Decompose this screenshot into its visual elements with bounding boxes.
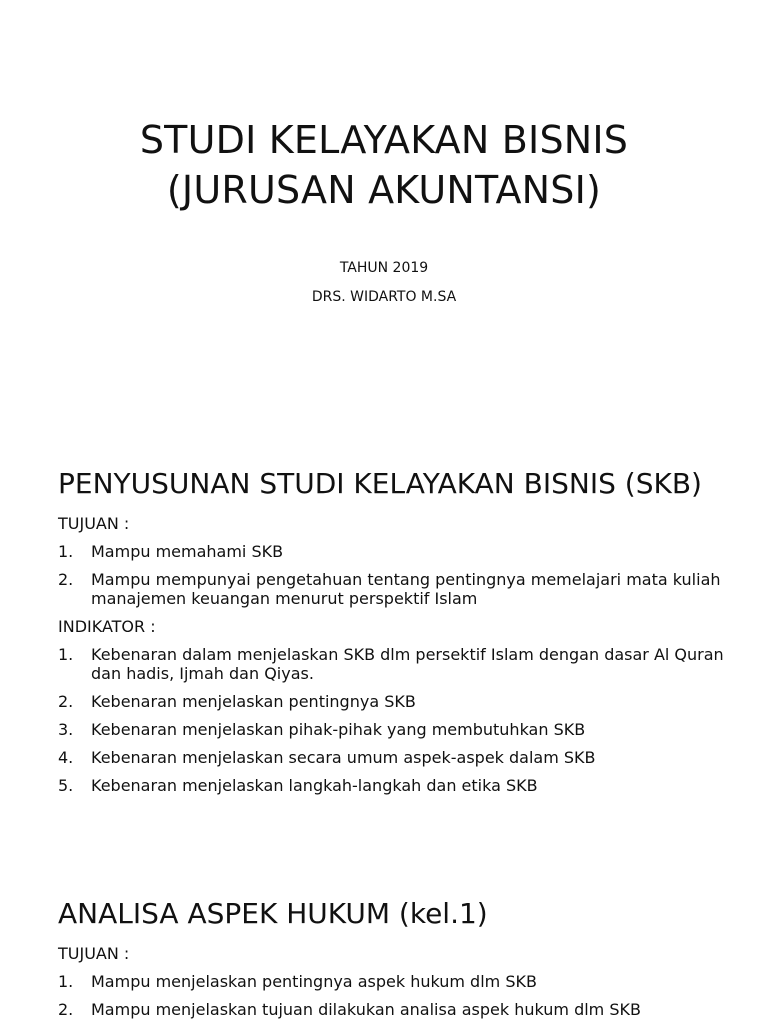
list-item: [58, 542, 748, 561]
tujuan-list: [58, 542, 748, 608]
list-item-text: Kebenaran menjelaskan pentingnya SKB: [91, 692, 416, 711]
list-item: [58, 776, 748, 795]
list-item: [58, 692, 748, 711]
slide-title-line-1: STUDI KELAYAKAN BISNIS: [139, 118, 629, 162]
list-item: [58, 748, 748, 767]
list-item: [58, 570, 748, 608]
slide-subtitle-year: TAHUN 2019: [339, 260, 429, 276]
list-item-text: Mampu menjelaskan pentingnya aspek hukum dlm SKB: [91, 972, 537, 991]
list-item-number: 1.: [58, 972, 74, 991]
list-item-number: 2.: [58, 570, 74, 589]
title-slide: [0, 0, 768, 432]
tujuan-label: TUJUAN :: [58, 514, 130, 533]
list-item-text: Kebenaran menjelaskan langkah-langkah dan etika SKB: [91, 776, 538, 795]
list-item: [58, 972, 748, 991]
section-heading: PENYUSUNAN STUDI KELAYAKAN BISNIS (SKB): [58, 467, 702, 500]
list-item-text: Kebenaran menjelaskan pihak-pihak yang membutuhkan SKB: [91, 720, 586, 739]
list-item: [58, 645, 748, 683]
list-item-number: 2.: [58, 692, 74, 711]
indikator-list: [58, 645, 748, 795]
list-item: [58, 1000, 748, 1019]
list-item-number: 3.: [58, 720, 74, 739]
list-item-number: 2.: [58, 1000, 74, 1019]
slide-subtitle-author: DRS. WIDARTO M.SA: [311, 289, 457, 305]
list-item-number: 5.: [58, 776, 74, 795]
aspek-hukum-section: [58, 896, 748, 1028]
list-item-text: Kebenaran menjelaskan secara umum aspek-aspek dalam SKB: [91, 748, 596, 767]
penyusunan-section: [58, 466, 748, 804]
slide-title-line-2: (JURUSAN AKUNTANSI): [166, 168, 602, 212]
tujuan-list: [58, 972, 748, 1019]
list-item-text: Mampu mempunyai pengetahuan tentang pentingnya memelajari mata kuliah manajemen keuangan menurut perspektif Islam: [91, 570, 721, 608]
list-item-text: Kebenaran dalam menjelaskan SKB dlm persektif Islam dengan dasar Al Quran dan hadis, Ijmah dan Qiyas.: [91, 645, 724, 683]
indikator-label: INDIKATOR :: [58, 617, 156, 636]
section-heading: ANALISA ASPEK HUKUM (kel.1): [58, 897, 488, 930]
list-item: [58, 720, 748, 739]
list-item-text: Mampu menjelaskan tujuan dilakukan analisa aspek hukum dlm SKB: [91, 1000, 641, 1019]
list-item-number: 4.: [58, 748, 74, 767]
list-item-number: 1.: [58, 542, 74, 561]
list-item-number: 1.: [58, 645, 74, 664]
list-item-text: Mampu memahami SKB: [91, 542, 284, 561]
tujuan-label: TUJUAN :: [58, 944, 130, 963]
